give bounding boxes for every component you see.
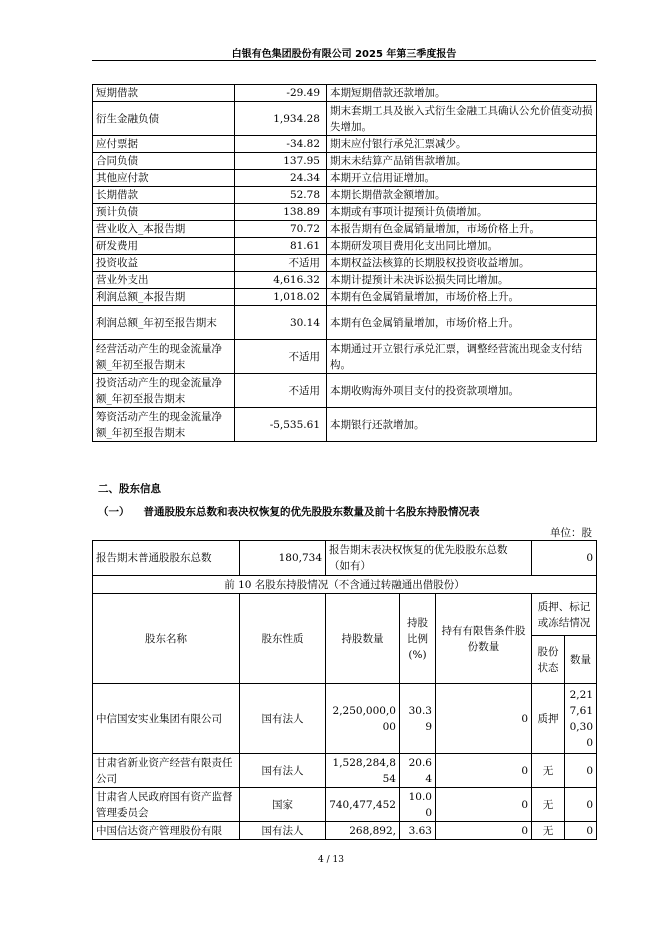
cell-reason: 本期研发项目费用化支出同比增加。	[327, 238, 597, 255]
cell-item: 投资收益	[93, 255, 235, 272]
cell-name: 甘肃省人民政府国有资产监督管理委员会	[93, 788, 240, 822]
table-row	[93, 408, 597, 442]
cell-item: 长期借款	[93, 187, 235, 204]
shareholders-table	[92, 540, 597, 840]
cell-reason: 本期通过开立银行承兑汇票，调整经营流出现金支付结构。	[327, 340, 597, 374]
shareholder-row	[93, 788, 597, 822]
cell-value: 30.14	[235, 306, 327, 340]
page-number: 4 / 13	[318, 855, 344, 865]
cell-ratio: 3.63	[400, 822, 436, 840]
col-header-ratio: 持股比例(%)	[400, 594, 436, 684]
table-row	[93, 289, 597, 306]
cell-name: 甘肃省新业资产经营有限责任公司	[93, 754, 240, 788]
cell-value: -29.49	[235, 85, 327, 102]
cell-value: 52.78	[235, 187, 327, 204]
cell-nature: 国有法人	[240, 754, 326, 788]
table-row	[93, 255, 597, 272]
cell-value: 70.72	[235, 221, 327, 238]
cell-reason: 期末未结算产品销售款增加。	[327, 153, 597, 170]
cell-reason: 本报告期有色金属销量增加，市场价格上升。	[327, 221, 597, 238]
table-row	[93, 238, 597, 255]
col-header-pledge-status: 股份状态	[532, 636, 565, 684]
cell-status: 无	[532, 788, 565, 822]
cell-item: 研发费用	[93, 238, 235, 255]
table-row	[93, 187, 597, 204]
total-shareholders-value: 180,734	[240, 541, 326, 576]
cell-item: 利润总额_年初至报告期末	[93, 306, 235, 340]
cell-name: 中信国安实业集团有限公司	[93, 684, 240, 754]
subsection-number: （一）	[98, 506, 130, 518]
cell-item: 营业收入_本报告期	[93, 221, 235, 238]
cell-ratio: 20.64	[400, 754, 436, 788]
cell-item: 投资活动产生的现金流量净额_年初至报告期末	[93, 374, 235, 408]
cell-item: 其他应付款	[93, 170, 235, 187]
cell-nature: 国有法人	[240, 684, 326, 754]
cell-item: 筹资活动产生的现金流量净额_年初至报告期末	[93, 408, 235, 442]
cell-value: -5,535.61	[235, 408, 327, 442]
cell-item: 合同负债	[93, 153, 235, 170]
cell-reason: 本期短期借款还款增加。	[327, 85, 597, 102]
table-row	[93, 340, 597, 374]
shareholder-row	[93, 684, 597, 754]
cell-reason: 期末应付银行承兑汇票减少。	[327, 136, 597, 153]
cell-qty: 2,217,610,300	[565, 684, 597, 754]
subsection-title	[98, 504, 480, 519]
page-header-title: 白银有色集团股份有限公司 2025 年第三季度报告	[231, 49, 457, 60]
cell-value: 不适用	[235, 340, 327, 374]
cell-reason: 本期有色金属销量增加，市场价格上升。	[327, 289, 597, 306]
cell-reason: 本期收购海外项目支付的投资款项增加。	[327, 374, 597, 408]
cell-name: 中国信达资产管理股份有限	[93, 822, 240, 840]
cell-qty: 0	[565, 788, 597, 822]
col-header-pledge: 质押、标记或冻结情况	[532, 594, 597, 636]
cell-value: 81.61	[235, 238, 327, 255]
cell-value: 不适用	[235, 374, 327, 408]
cell-item: 经营活动产生的现金流量净额_年初至报告期末	[93, 340, 235, 374]
cell-reason: 本期有色金属销量增加，市场价格上升。	[327, 306, 597, 340]
header-divider	[92, 60, 596, 61]
cell-value: 不适用	[235, 255, 327, 272]
cell-restricted: 0	[436, 822, 532, 840]
cell-value: 1,018.02	[235, 289, 327, 306]
cell-reason: 本期或有事项计提预计负债增加。	[327, 204, 597, 221]
cell-item: 预计负债	[93, 204, 235, 221]
cell-shares: 1,528,284,854	[326, 754, 400, 788]
cell-shares: 740,477,452	[326, 788, 400, 822]
cell-status: 无	[532, 822, 565, 840]
cell-value: 24.34	[235, 170, 327, 187]
table-row	[93, 153, 597, 170]
pref-shareholders-label: 报告期末表决权恢复的优先股股东总数（如有）	[326, 541, 532, 576]
cell-item: 应付票据	[93, 136, 235, 153]
col-header-restricted: 持有有限售条件股份数量	[436, 594, 532, 684]
table-row	[93, 170, 597, 187]
cell-reason: 本期开立信用证增加。	[327, 170, 597, 187]
cell-item: 衍生金融负债	[93, 102, 235, 136]
col-header-shares: 持股数量	[326, 594, 400, 684]
changes-table	[92, 84, 597, 442]
cell-item: 营业外支出	[93, 272, 235, 289]
top10-caption: 前 10 名股东持股情况（不含通过转融通出借股份）	[93, 576, 597, 594]
cell-reason: 本期长期借款金额增加。	[327, 187, 597, 204]
cell-reason: 本期权益法核算的长期股权投资收益增加。	[327, 255, 597, 272]
col-header-pledge-qty: 数量	[565, 636, 597, 684]
cell-status: 质押	[532, 684, 565, 754]
cell-shares: 268,892,	[326, 822, 400, 840]
table-row	[93, 374, 597, 408]
cell-nature: 国有法人	[240, 822, 326, 840]
cell-reason: 本期银行还款增加。	[327, 408, 597, 442]
cell-restricted: 0	[436, 754, 532, 788]
cell-value: 1,934.28	[235, 102, 327, 136]
cell-item: 短期借款	[93, 85, 235, 102]
table-row	[93, 85, 597, 102]
table-row	[93, 136, 597, 153]
table-row	[93, 272, 597, 289]
table-row	[93, 102, 597, 136]
col-header-name: 股东名称	[93, 594, 240, 684]
pref-shareholders-value: 0	[532, 541, 597, 576]
cell-shares: 2,250,000,000	[326, 684, 400, 754]
total-shareholders-label: 报告期末普通股股东总数	[93, 541, 240, 576]
shareholder-row	[93, 754, 597, 788]
cell-value: 137.95	[235, 153, 327, 170]
cell-reason: 期末套期工具及嵌入式衍生金融工具确认公允价值变动损失增加。	[327, 102, 597, 136]
section-title-shareholders: 二、股东信息	[98, 483, 161, 495]
cell-restricted: 0	[436, 788, 532, 822]
cell-value: 4,616.32	[235, 272, 327, 289]
col-header-nature: 股东性质	[240, 594, 326, 684]
cell-ratio: 10.00	[400, 788, 436, 822]
cell-reason: 本期计提预计未决诉讼损失同比增加。	[327, 272, 597, 289]
cell-qty: 0	[565, 822, 597, 840]
cell-value: 138.89	[235, 204, 327, 221]
table-row	[93, 204, 597, 221]
cell-value: -34.82	[235, 136, 327, 153]
cell-qty: 0	[565, 754, 597, 788]
cell-status: 无	[532, 754, 565, 788]
cell-nature: 国家	[240, 788, 326, 822]
cell-ratio: 30.39	[400, 684, 436, 754]
table-row	[93, 221, 597, 238]
cell-restricted: 0	[436, 684, 532, 754]
unit-label: 单位：股	[550, 527, 592, 539]
subsection-text: 普通股股东总数和表决权恢复的优先股股东数量及前十名股东持股情况表	[143, 506, 480, 518]
cell-item: 利润总额_本报告期	[93, 289, 235, 306]
table-row	[93, 306, 597, 340]
shareholder-row	[93, 822, 597, 840]
